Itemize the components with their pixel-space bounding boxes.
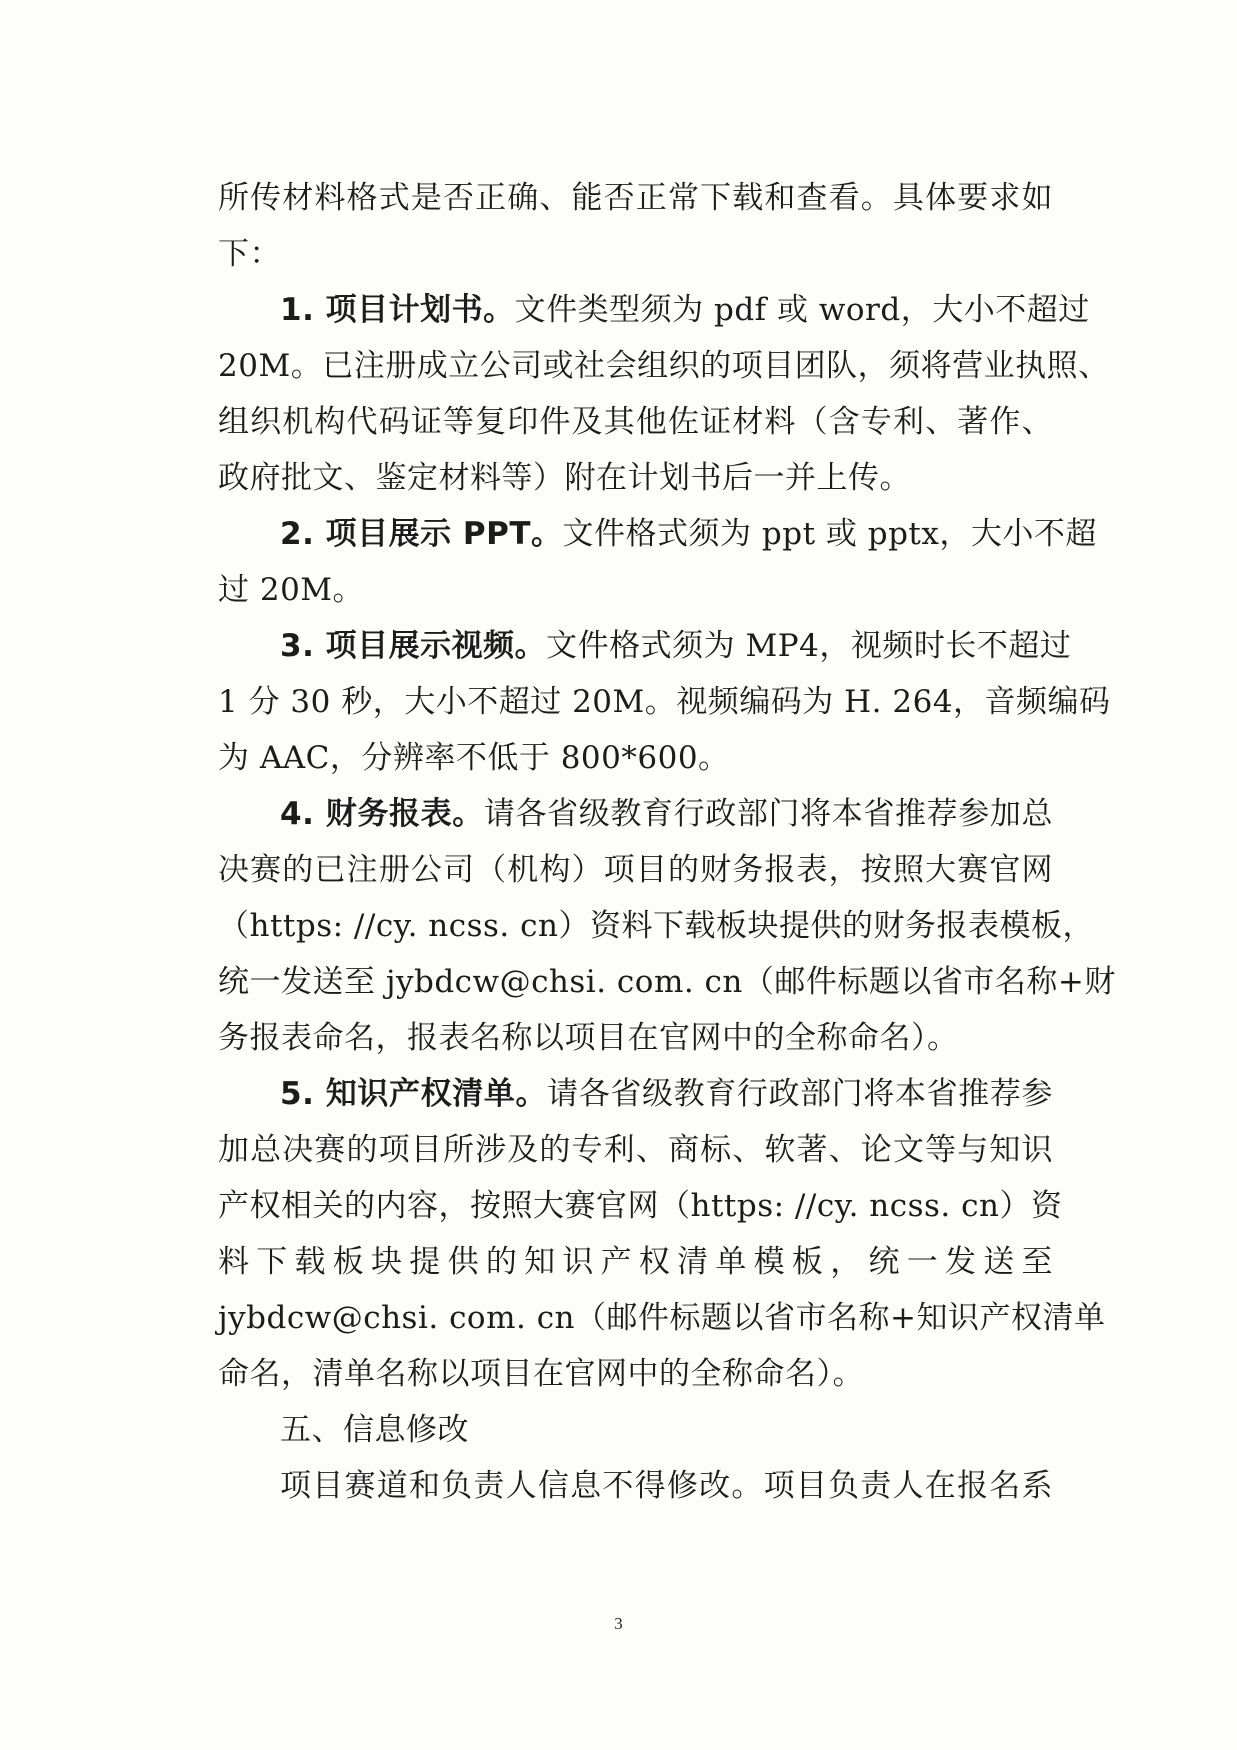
paragraph-line: 统一发送至 jybdcw@chsi. com. cn（邮件标题以省市名称+财 bbox=[218, 964, 1116, 1000]
paragraph-line: （https: //cy. ncss. cn）资料下载板块提供的财务报表模板， bbox=[218, 908, 1094, 944]
paragraph-line: 加总决赛的项目所涉及的专利、商标、软著、论文等与知识 bbox=[218, 1132, 1053, 1168]
page-number: 3 bbox=[614, 1614, 623, 1633]
paragraph-line: 料下载板块提供的知识产权清单模板，统一发送至 bbox=[218, 1244, 1053, 1280]
paragraph-line: 所传材料格式是否正确、能否正常下载和查看。具体要求如 bbox=[218, 180, 1053, 216]
paragraph-line: jybdcw@chsi. com. cn（邮件标题以省市名称+知识产权清单 bbox=[218, 1300, 1106, 1336]
paragraph-line: 过 20M。 bbox=[218, 572, 365, 608]
paragraph-line: 决赛的已注册公司（机构）项目的财务报表，按照大赛官网 bbox=[218, 852, 1053, 888]
paragraph-line: 下： bbox=[218, 236, 281, 272]
list-item-3-label: 3. 项目展示视频。 bbox=[280, 628, 547, 664]
list-item-1-first-line bbox=[280, 282, 1090, 338]
list-item-5-label: 5. 知识产权清单。 bbox=[280, 1076, 548, 1112]
list-item-4-first-line bbox=[280, 786, 1053, 842]
paragraph-line: 1 分 30 秒，大小不超过 20M。视频编码为 H. 264，音频编码 bbox=[218, 684, 1111, 720]
list-item-1-text: 文件类型须为 pdf 或 word，大小不超过 bbox=[514, 292, 1090, 328]
list-item-5-text: 请各省级教育行政部门将本省推荐参 bbox=[547, 1076, 1054, 1112]
list-item-5-first-line bbox=[280, 1066, 1053, 1122]
list-item-2-first-line bbox=[280, 506, 1097, 562]
list-item-2-label: 2. 项目展示 PPT。 bbox=[280, 516, 563, 552]
list-item-3-first-line bbox=[280, 618, 1072, 674]
list-item-3-text: 文件格式须为 MP4，视频时长不超过 bbox=[546, 628, 1072, 664]
list-item-4-label: 4. 财务报表。 bbox=[280, 796, 484, 832]
paragraph-line: 为 AAC，分辨率不低于 800*600。 bbox=[218, 740, 730, 776]
paragraph-line: 命名，清单名称以项目在官网中的全称命名）。 bbox=[218, 1356, 864, 1392]
paragraph-line: 20M。已注册成立公司或社会组织的项目团队，须将营业执照、 bbox=[218, 348, 1110, 384]
paragraph-line: 务报表命名，报表名称以项目在官网中的全称命名）。 bbox=[218, 1020, 959, 1056]
paragraph-line: 政府批文、鉴定材料等）附在计划书后一并上传。 bbox=[218, 460, 911, 496]
section-heading: 五、信息修改 bbox=[280, 1412, 469, 1448]
list-item-4-text: 请各省级教育行政部门将本省推荐参加总 bbox=[483, 796, 1054, 832]
list-item-1-label: 1. 项目计划书。 bbox=[280, 292, 515, 328]
section-text: 项目赛道和负责人信息不得修改。项目负责人在报名系 bbox=[280, 1468, 1053, 1504]
paragraph-line: 产权相关的内容，按照大赛官网（https: //cy. ncss. cn）资 bbox=[218, 1188, 1063, 1224]
paragraph-line: 组织机构代码证等复印件及其他佐证材料（含专利、著作、 bbox=[218, 404, 1053, 440]
list-item-2-text: 文件格式须为 ppt 或 pptx，大小不超 bbox=[562, 516, 1097, 552]
